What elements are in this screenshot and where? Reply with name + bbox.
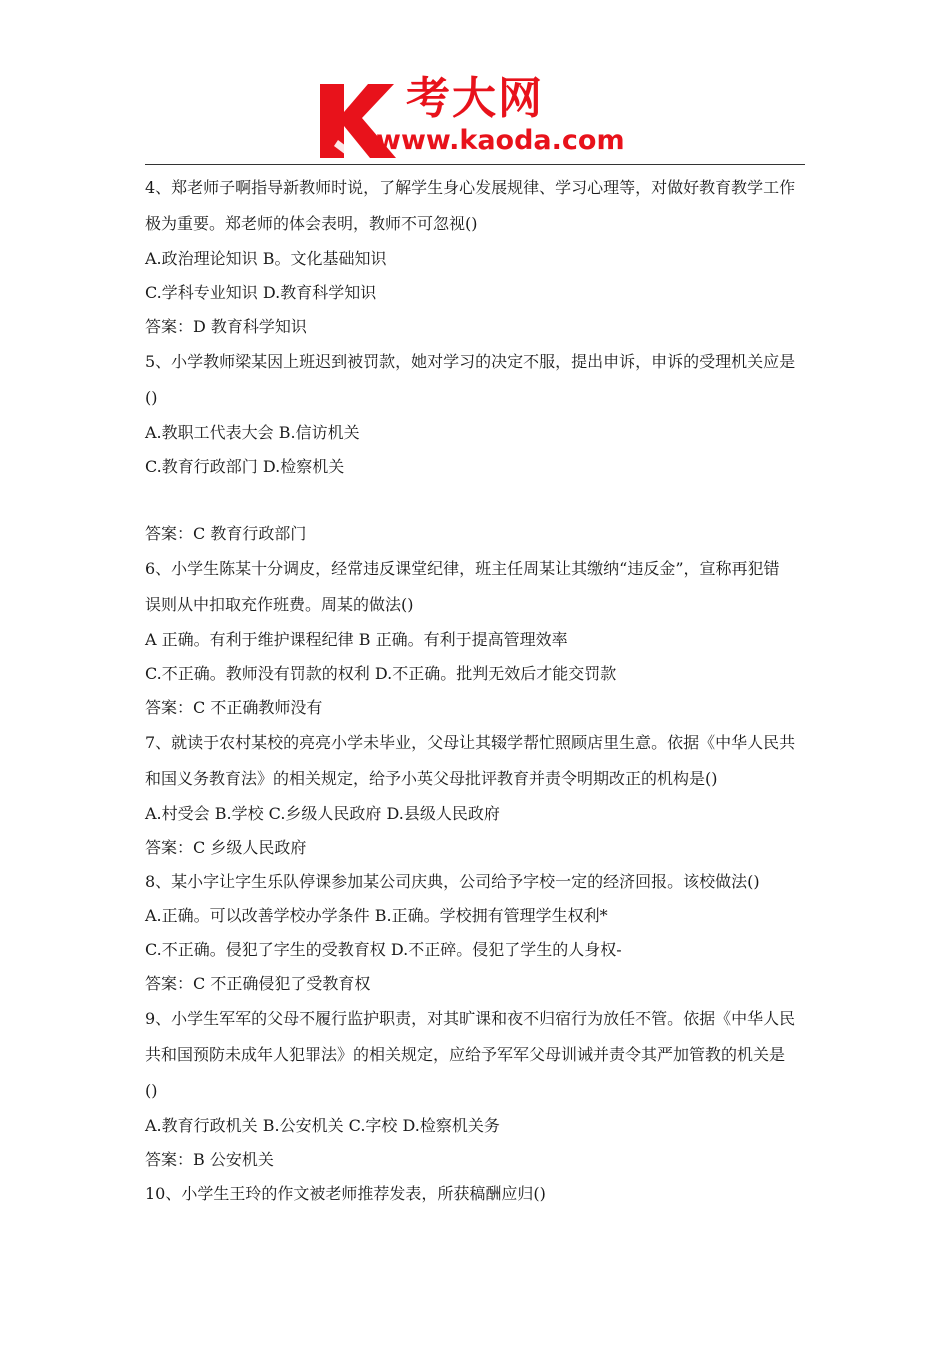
header-divider bbox=[145, 164, 805, 165]
question-5-options-ab: A.教职工代表大会 B.信访机关 bbox=[145, 423, 360, 442]
question-7-options: A.村受会 B.学校 C.乡级人民政府 D.县级人民政府 bbox=[145, 804, 500, 823]
blank-gap bbox=[145, 484, 807, 517]
question-5-options-cd: C.教育行政部门 D.检察机关 bbox=[145, 457, 345, 476]
question-10-stem: 10、小学生王玲的作文被老师推荐发表，所获稿酬应归() bbox=[145, 1184, 546, 1203]
question-9-answer: 答案：B 公安机关 bbox=[145, 1150, 274, 1169]
question-5-stem-cont: () bbox=[145, 388, 158, 407]
question-6-options-ab: A 正确。有利于维护课程纪律 B 正确。有利于提高管理效率 bbox=[145, 630, 568, 649]
logo-url-text: www.kaoda.com bbox=[376, 125, 625, 156]
question-4-stem-cont: 极为重要。郑老师的体会表明，教师不可忽视() bbox=[145, 214, 478, 233]
question-7-stem: 7、就读于农村某校的亮亮小学未毕业，父母让其辍学帮忙照顾店里生意。依据《中华人民共 bbox=[145, 733, 796, 752]
question-5-stem: 5、小学教师梁某因上班迟到被罚款，她对学习的决定不服，提出申诉，申诉的受理机关应是 bbox=[145, 352, 796, 371]
question-6-options-cd: C.不正确。教师没有罚款的权利 D.不正确。批判无效后才能交罚款 bbox=[145, 664, 617, 683]
question-8-stem: 8、某小字让字生乐队停课参加某公司庆典，公司给予字校一定的经济回报。该校做法() bbox=[145, 872, 760, 891]
question-5-answer: 答案：C 教育行政部门 bbox=[145, 524, 307, 543]
question-8-options-cd: C.不正确。侵犯了字生的受教育权 D.不正碎。侵犯了学生的人身权- bbox=[145, 940, 622, 959]
question-9-options: A.教育行政机关 B.公安机关 C.字校 D.检察机关务 bbox=[145, 1116, 500, 1135]
question-6-answer: 答案：C 不正确教师没有 bbox=[145, 698, 323, 717]
site-logo[interactable] bbox=[318, 73, 638, 160]
question-9-stem-cont: 共和国预防未成年人犯罪法》的相关规定，应给予军军父母训诫并责令其严加管教的机关是 bbox=[145, 1045, 786, 1064]
question-8-answer: 答案：C 不正确侵犯了受教育权 bbox=[145, 974, 371, 993]
question-content bbox=[145, 170, 807, 1211]
question-9-stem-end: () bbox=[145, 1081, 158, 1100]
question-4-stem: 4、郑老师子啊指导新教师时说，了解学生身心发展规律、学习心理等，对做好教育教学工作 bbox=[145, 178, 796, 197]
question-7-answer: 答案：C 乡级人民政府 bbox=[145, 838, 307, 857]
question-7-stem-cont: 和国义务教育法》的相关规定，给予小英父母批评教育并责令明期改正的机构是() bbox=[145, 769, 718, 788]
question-8-options-ab: A.正确。可以改善学校办学条件 B.正确。学校拥有管理学生权利* bbox=[145, 906, 608, 925]
question-9-stem: 9、小学生军军的父母不履行监护职责，对其旷课和夜不归宿行为放任不管。依据《中华人民 bbox=[145, 1009, 796, 1028]
question-4-options-ab: A.政治理论知识 B。文化基础知识 bbox=[145, 249, 387, 268]
question-6-stem: 6、小学生陈某十分调皮，经常违反课堂纪律，班主任周某让其缴纳“违反金”，宣称再犯错 bbox=[145, 559, 780, 578]
question-6-stem-cont: 误则从中扣取充作班费。周某的做法() bbox=[145, 595, 414, 614]
question-4-answer: 答案：D 教育科学知识 bbox=[145, 317, 307, 336]
logo-chinese-name: 考大网 bbox=[406, 73, 544, 124]
question-4-options-cd: C.学科专业知识 D.教育科学知识 bbox=[145, 283, 377, 302]
